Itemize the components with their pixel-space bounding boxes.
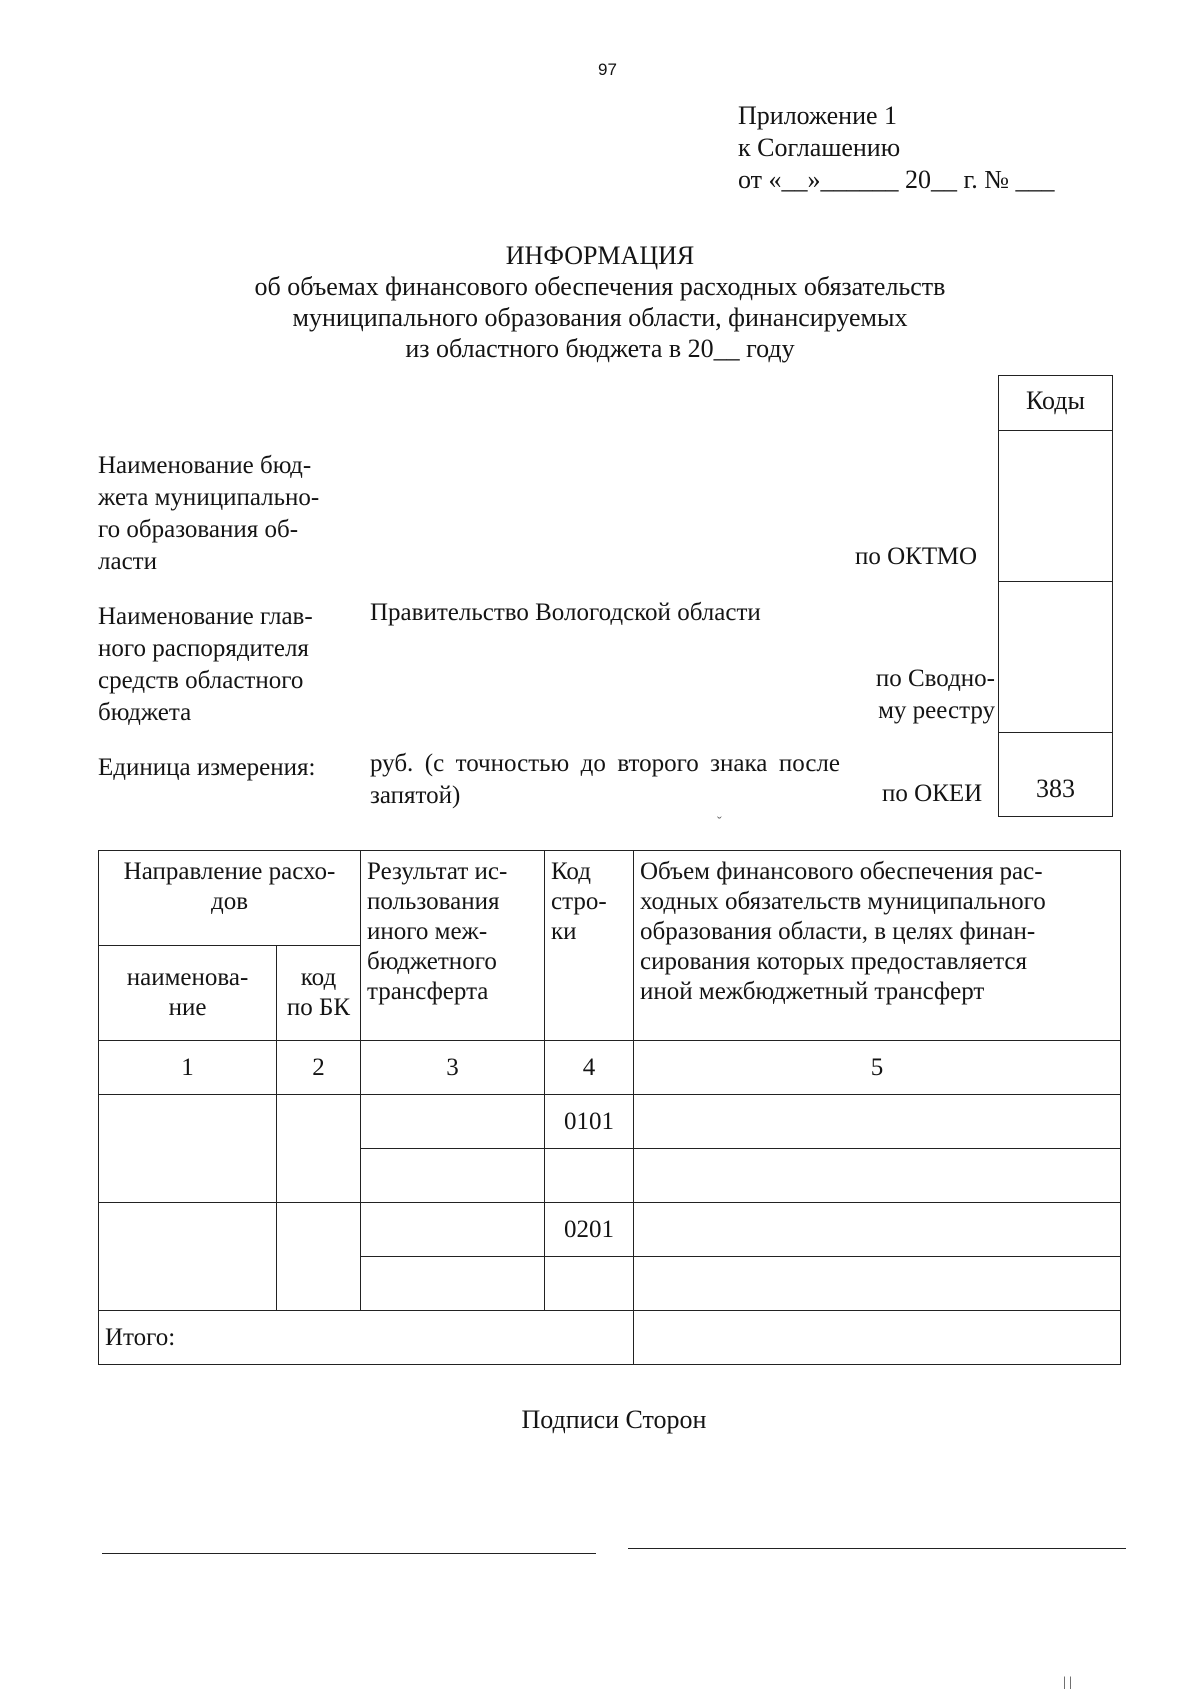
header-line-code: Код стро- ки: [545, 851, 634, 1041]
appendix-line-1: Приложение 1: [738, 101, 898, 130]
row2-volume-cell[interactable]: [634, 1203, 1121, 1257]
row2b-line-code-cell[interactable]: [545, 1257, 634, 1311]
scan-corner-mark: | |: [1063, 1675, 1073, 1690]
unit-label: Единица измерения:: [98, 754, 316, 781]
svodny-label: по Сводно- му реестру: [875, 665, 995, 724]
row1-name-cell[interactable]: [99, 1095, 277, 1203]
oktmo-label: по ОКТМО: [855, 543, 978, 570]
row1b-line-code-cell[interactable]: [545, 1149, 634, 1203]
main-manager-value: Правительство Вологодской области: [370, 599, 761, 626]
document-title: [0, 240, 1200, 364]
row1b-volume-cell[interactable]: [634, 1149, 1121, 1203]
title-heading: ИНФОРМАЦИЯ: [505, 241, 695, 270]
row2-line-code: 0201: [545, 1203, 634, 1257]
appendix-reference: [738, 100, 1055, 196]
appendix-line-3: от «__»______ 20__ г. № ___: [738, 165, 1055, 194]
appendix-line-2: к Соглашению: [738, 133, 901, 162]
total-label: Итого:: [99, 1311, 634, 1365]
row2b-volume-cell[interactable]: [634, 1257, 1121, 1311]
financing-table: [98, 850, 1121, 1365]
row2-result-cell[interactable]: [361, 1203, 545, 1257]
oktmo-code-cell[interactable]: [999, 430, 1112, 431]
svodny-code-cell[interactable]: [999, 581, 1112, 582]
title-line-3: из областного бюджета в 20__ году: [405, 334, 795, 363]
row1-code-bk-cell[interactable]: [277, 1095, 361, 1203]
title-line-1: об объемах финансового обеспечения расходных обязательств: [254, 272, 946, 301]
total-value-cell[interactable]: [634, 1311, 1121, 1365]
row1-result-cell[interactable]: [361, 1095, 545, 1149]
signatures-title: Подписи Сторон: [521, 1405, 707, 1434]
signature-line-left[interactable]: [102, 1553, 596, 1554]
budget-name-label: Наименование бюд- жета муниципально- го образования об- ласти: [98, 452, 320, 575]
row2-name-cell[interactable]: [99, 1203, 277, 1311]
signature-line-right[interactable]: [628, 1548, 1126, 1549]
codes-box: [998, 375, 1113, 817]
okei-code-cell[interactable]: [999, 732, 1112, 733]
col-number-5: 5: [634, 1041, 1121, 1095]
col-number-4: 4: [545, 1041, 634, 1095]
row1-volume-cell[interactable]: [634, 1095, 1121, 1149]
header-volume: Объем финансового обеспечения рас- ходных обязательств муниципального образования области, в целях финан- сирования которых предоставляется иной межбюджетный трансферт: [634, 851, 1121, 1041]
header-name: наименова- ние: [99, 946, 277, 1041]
col-number-1: 1: [99, 1041, 277, 1095]
header-code-bk: код по БК: [277, 946, 361, 1041]
okei-label: по ОКЕИ: [882, 780, 983, 807]
okei-code-value: 383: [1036, 774, 1075, 803]
codes-header: Коды: [1026, 386, 1085, 415]
row1-line-code: 0101: [545, 1095, 634, 1149]
header-direction: Направление расхо- дов: [99, 851, 361, 946]
page-number: 97: [598, 60, 617, 79]
row1b-result-cell[interactable]: [361, 1149, 545, 1203]
header-result: Результат ис- пользования иного меж- бюджетного трансферта: [361, 851, 545, 1041]
col-number-2: 2: [277, 1041, 361, 1095]
scan-mark: ˇ: [717, 815, 722, 830]
col-number-3: 3: [361, 1041, 545, 1095]
row2b-result-cell[interactable]: [361, 1257, 545, 1311]
title-line-2: муниципального образования области, финансируемых: [292, 303, 908, 332]
row2-code-bk-cell[interactable]: [277, 1203, 361, 1311]
main-manager-label: Наименование глав- ного распорядителя средств областного бюджета: [98, 603, 313, 726]
unit-value: руб. (с точностью до второго знака после запятой): [370, 750, 840, 809]
